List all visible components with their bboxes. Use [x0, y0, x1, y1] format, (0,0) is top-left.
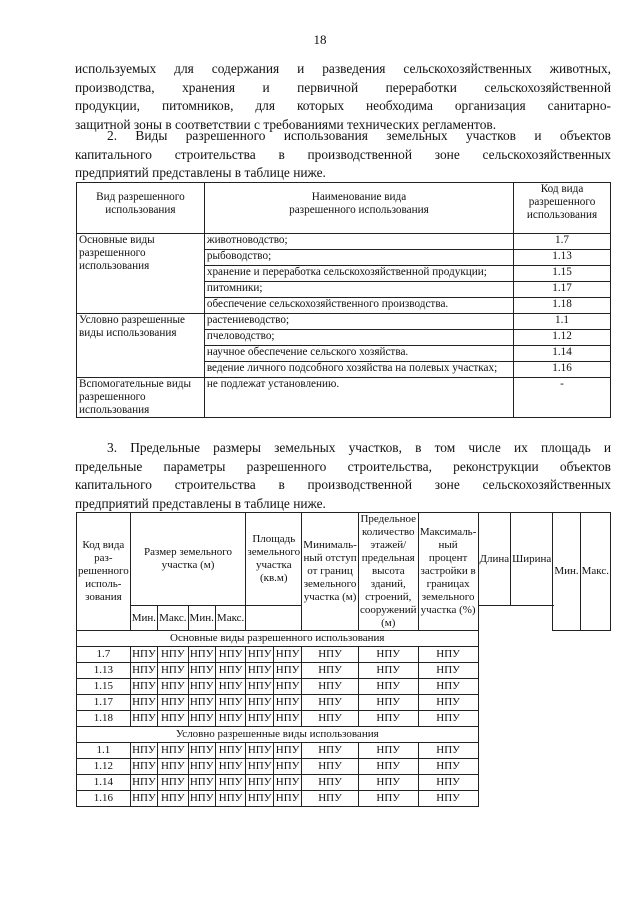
use-name: рыбоводство; [204, 250, 513, 266]
row-value: НПУ [215, 695, 245, 711]
text-line: используемых для содержания и разведения сельскохозяйственных животных, [75, 61, 611, 76]
row-value: НПУ [215, 679, 245, 695]
row-value: НПУ [215, 775, 245, 791]
row-value: НПУ [358, 791, 418, 807]
row-code: 1.15 [77, 679, 131, 695]
row-value: НПУ [158, 743, 188, 759]
use-name: ведение личного подсобного хозяйства на полевых участках; [204, 362, 513, 378]
row-value: НПУ [274, 775, 302, 791]
row-value: НПУ [188, 791, 215, 807]
row-value: НПУ [246, 743, 274, 759]
table-row [77, 743, 611, 759]
plot-limits-table [76, 512, 611, 807]
header-name-line1: Наименование вида [311, 191, 407, 203]
header-coverage: Максималь-ный процент застройки в границах земельного участка (%) [418, 513, 478, 631]
header-max: Макс. [215, 606, 245, 631]
row-value: НПУ [130, 663, 157, 679]
use-code: - [514, 378, 611, 418]
paragraph-1 [75, 60, 611, 134]
use-code: 1.16 [514, 362, 611, 378]
header-width: Ширина [511, 513, 553, 606]
row-value: НПУ [358, 663, 418, 679]
row-value: НПУ [130, 647, 157, 663]
paragraph-2 [75, 127, 611, 183]
header-max: Макс. [158, 606, 188, 631]
row-value: НПУ [418, 679, 478, 695]
row-value: НПУ [302, 743, 359, 759]
section-title: Основные виды разрешенного использования [77, 631, 479, 647]
row-value: НПУ [130, 695, 157, 711]
row-value: НПУ [358, 711, 418, 727]
use-name: обеспечение сельскохозяйственного производства. [204, 298, 513, 314]
use-code: 1.18 [514, 298, 611, 314]
row-value: НПУ [418, 695, 478, 711]
header-min: Мин. [188, 606, 215, 631]
row-value: НПУ [358, 679, 418, 695]
row-value: НПУ [215, 743, 245, 759]
row-value: НПУ [246, 695, 274, 711]
row-value: НПУ [418, 791, 478, 807]
row-value: НПУ [158, 791, 188, 807]
row-value: НПУ [246, 679, 274, 695]
row-value: НПУ [302, 663, 359, 679]
land-use-types-table [76, 182, 611, 418]
text-line: 2. Виды разрешенного использования земельных участков и объектов [107, 128, 611, 143]
use-name: растениеводство; [204, 314, 513, 330]
row-value: НПУ [158, 663, 188, 679]
row-value: НПУ [215, 759, 245, 775]
table-row [77, 679, 611, 695]
row-value: НПУ [130, 743, 157, 759]
header-code: Код вида разрешенного использования [514, 183, 611, 234]
row-value: НПУ [302, 695, 359, 711]
row-code: 1.18 [77, 711, 131, 727]
row-value: НПУ [130, 791, 157, 807]
row-value: НПУ [418, 759, 478, 775]
row-value: НПУ [418, 663, 478, 679]
text-line: предприятий представлены в таблице ниже. [75, 165, 326, 181]
row-value: НПУ [274, 679, 302, 695]
row-value: НПУ [215, 647, 245, 663]
row-value: НПУ [246, 759, 274, 775]
row-code: 1.14 [77, 775, 131, 791]
use-name: научное обеспечение сельского хозяйства. [204, 346, 513, 362]
row-value: НПУ [246, 647, 274, 663]
row-value: НПУ [158, 647, 188, 663]
row-value: НПУ [188, 647, 215, 663]
row-value: НПУ [246, 791, 274, 807]
use-code: 1.1 [514, 314, 611, 330]
header-name-line2: разрешенного использования [289, 204, 429, 216]
text-line: капитального строительства в производственной зоне сельскохозяйственных [75, 477, 611, 493]
text-line: производства, хранения и первичной переработки сельскохозяйственной [75, 79, 611, 95]
row-code: 1.12 [77, 759, 131, 775]
page-number: 18 [313, 32, 327, 47]
row-value: НПУ [188, 663, 215, 679]
row-code: 1.17 [77, 695, 131, 711]
row-value: НПУ [302, 679, 359, 695]
text-line: капитального строительства в производственной зоне сельскохозяйственных [75, 146, 611, 162]
use-code: 1.13 [514, 250, 611, 266]
row-value: НПУ [188, 743, 215, 759]
row-value: НПУ [358, 775, 418, 791]
row-value: НПУ [302, 647, 359, 663]
header-area: Площадь земельного участка (кв.м) [246, 513, 302, 606]
row-value: НПУ [246, 663, 274, 679]
header-setback: Минималь-ный отступ от границ земельного участка (м) [302, 513, 359, 631]
header-code: Код вида раз-решенного исполь-зования [77, 513, 131, 631]
row-value: НПУ [246, 711, 274, 727]
row-value: НПУ [274, 663, 302, 679]
use-name: пчеловодство; [204, 330, 513, 346]
header-area-max: Макс. [580, 513, 610, 631]
row-value: НПУ [418, 647, 478, 663]
table-row [77, 378, 611, 418]
row-value: НПУ [418, 711, 478, 727]
row-value: НПУ [215, 791, 245, 807]
text-line: защитной зоны в соответствии с требованиями технических регламентов. [75, 116, 497, 132]
use-name: животноводство; [204, 234, 513, 250]
header-length: Длина [478, 513, 511, 606]
table-row [77, 314, 611, 330]
group-label: Вспомогательные виды разрешенного использования [77, 378, 205, 418]
row-value: НПУ [215, 663, 245, 679]
table-row [77, 759, 611, 775]
paragraph-3 [75, 439, 611, 513]
row-value: НПУ [188, 679, 215, 695]
row-value: НПУ [274, 743, 302, 759]
row-value: НПУ [274, 711, 302, 727]
row-value: НПУ [158, 775, 188, 791]
table-row [77, 695, 611, 711]
text-line: 3. Предельные размеры земельных участков, в том числе их площадь и [107, 440, 611, 455]
use-code: 1.7 [514, 234, 611, 250]
row-value: НПУ [158, 679, 188, 695]
use-code: 1.15 [514, 266, 611, 282]
row-value: НПУ [418, 743, 478, 759]
group-label: Основные виды разрешенного использования [77, 234, 205, 314]
use-code: 1.12 [514, 330, 611, 346]
row-value: НПУ [188, 695, 215, 711]
row-value: НПУ [158, 759, 188, 775]
row-value: НПУ [358, 695, 418, 711]
header-kind: Вид разрешенного использования [77, 183, 205, 234]
row-code: 1.1 [77, 743, 131, 759]
row-value: НПУ [274, 647, 302, 663]
row-value: НПУ [188, 759, 215, 775]
text-line: предприятий представлены в таблице ниже. [75, 495, 326, 511]
row-value: НПУ [274, 791, 302, 807]
row-value: НПУ [358, 647, 418, 663]
group-label: Условно разрешенные виды использования [77, 314, 205, 378]
row-value: НПУ [418, 775, 478, 791]
row-value: НПУ [302, 775, 359, 791]
table-row [77, 234, 611, 250]
text-line: предельные параметры разрешенного строительства, реконструкции объектов [75, 458, 611, 474]
use-name: питомники; [204, 282, 513, 298]
row-value: НПУ [274, 695, 302, 711]
row-value: НПУ [246, 775, 274, 791]
use-name: не подлежат установлению. [204, 378, 513, 418]
row-value: НПУ [158, 695, 188, 711]
header-floors: Предельное количество этажей/ предельная высота зданий, строений, сооружений (м) [359, 513, 417, 629]
text-line: продукции, питомников, для которых необходима организация санитарно- [75, 98, 611, 114]
header-min: Мин. [130, 606, 157, 631]
row-value: НПУ [130, 679, 157, 695]
row-value: НПУ [302, 791, 359, 807]
table-row [77, 647, 611, 663]
row-value: НПУ [130, 775, 157, 791]
use-code: 1.14 [514, 346, 611, 362]
row-value: НПУ [274, 759, 302, 775]
row-value: НПУ [302, 759, 359, 775]
row-value: НПУ [158, 711, 188, 727]
header-area-min: Мин. [553, 513, 580, 631]
table-row [77, 775, 611, 791]
row-value: НПУ [215, 711, 245, 727]
use-name: хранение и переработка сельскохозяйственной продукции; [204, 266, 513, 282]
row-value: НПУ [130, 711, 157, 727]
header-size: Размер земельного участка (м) [130, 513, 246, 606]
table-row [77, 791, 611, 807]
section-title: Условно разрешенные виды использования [77, 727, 479, 743]
row-value: НПУ [130, 759, 157, 775]
row-value: НПУ [188, 711, 215, 727]
row-value: НПУ [302, 711, 359, 727]
header-name [204, 183, 513, 234]
row-value: НПУ [358, 743, 418, 759]
row-code: 1.16 [77, 791, 131, 807]
table-row [77, 663, 611, 679]
table-row [77, 711, 611, 727]
row-value: НПУ [188, 775, 215, 791]
use-code: 1.17 [514, 282, 611, 298]
row-code: 1.7 [77, 647, 131, 663]
row-code: 1.13 [77, 663, 131, 679]
row-value: НПУ [358, 759, 418, 775]
